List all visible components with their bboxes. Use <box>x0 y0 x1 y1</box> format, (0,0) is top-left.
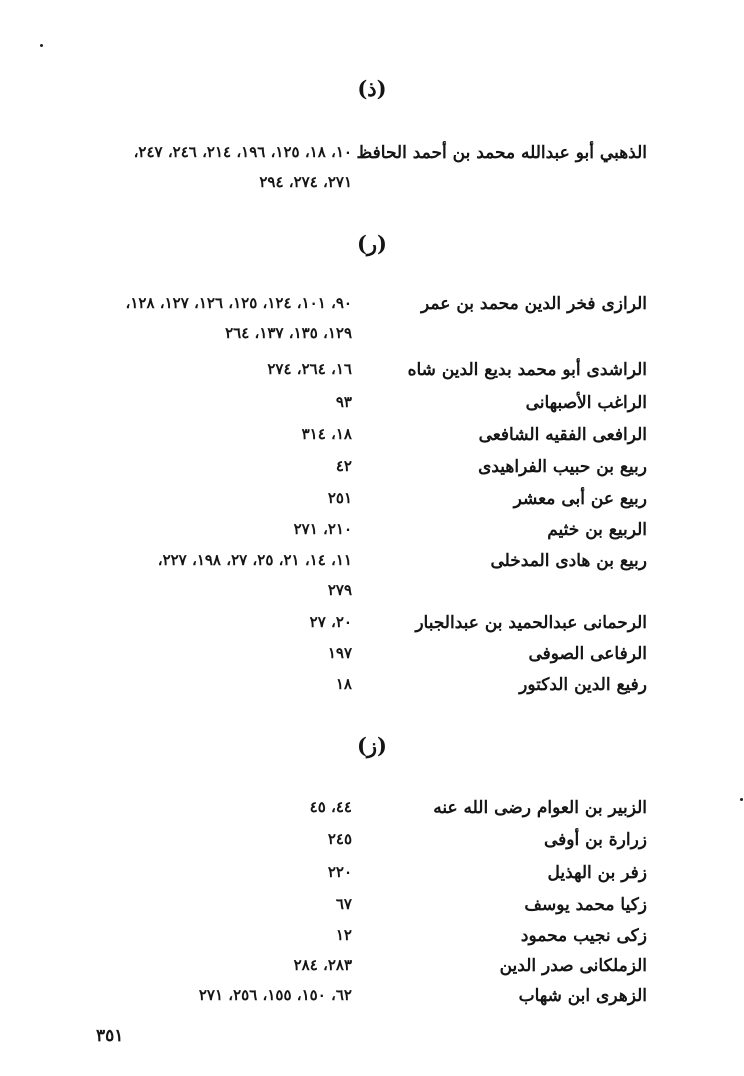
index-entry <box>0 986 744 1016</box>
index-entry <box>0 457 744 487</box>
entry-pages: ٢٨٣، ٢٨٤ <box>293 956 352 974</box>
entry-pages: ٦٧ <box>335 895 352 913</box>
entry-pages-continued: ١٢٩، ١٣٥، ١٣٧، ٢٦٤ <box>225 324 352 342</box>
entry-pages: ٢٥١ <box>327 489 352 507</box>
index-entry <box>0 926 744 956</box>
index-entry <box>0 143 744 191</box>
section-heading-zay: (ز) <box>356 733 387 758</box>
entry-name: الربيع بن خثيم <box>547 520 647 540</box>
entry-pages: ٤٤، ٤٥ <box>309 798 352 816</box>
entry-pages: ٢٤٥ <box>327 830 352 848</box>
index-entry <box>0 613 744 643</box>
scan-speck <box>740 798 743 801</box>
index-entry <box>0 520 744 550</box>
entry-pages: ١٨، ٣١٤ <box>301 425 352 443</box>
entry-pages: ١١، ١٤، ٢١، ٢٥، ٢٧، ١٩٨، ٢٢٧، <box>157 551 352 569</box>
entry-pages: ١٩٧ <box>327 644 352 662</box>
entry-name: ربيع بن هادى المدخلى <box>490 551 647 571</box>
entry-pages: ٩٠، ١٠١، ١٢٤، ١٢٥، ١٢٦، ١٢٧، ١٢٨، <box>125 294 352 312</box>
index-entry <box>0 393 744 423</box>
entry-pages: ٢٠، ٢٧ <box>309 613 352 631</box>
entry-name: الرحمانى عبدالحميد بن عبدالجبار <box>415 613 647 633</box>
entry-name: الزهرى ابن شهاب <box>518 986 647 1006</box>
entry-name: الزملكانى صدر الدين <box>499 956 647 976</box>
index-entry <box>0 489 744 519</box>
entry-name: الرفاعى الصوفى <box>528 644 647 664</box>
index-entry <box>0 895 744 925</box>
entry-pages-continued: ٢٧٩ <box>327 581 352 599</box>
index-entry <box>0 644 744 674</box>
scan-speck <box>40 44 43 47</box>
entry-name: زفر بن الهذيل <box>547 863 647 883</box>
section-heading-ra: (ر) <box>356 231 387 256</box>
entry-name: الراغب الأصبهانى <box>525 393 647 413</box>
entry-pages: ٢١٠، ٢٧١ <box>293 520 352 538</box>
entry-name: ربيع عن أبى معشر <box>513 489 647 509</box>
index-entry <box>0 425 744 455</box>
entry-pages: ١٦، ٢٦٤، ٢٧٤ <box>267 360 352 378</box>
entry-name: رفيع الدين الدكتور <box>519 675 647 695</box>
entry-name: الراشدى أبو محمد بديع الدين شاه <box>407 360 647 380</box>
index-entry <box>0 551 744 599</box>
index-entry <box>0 863 744 893</box>
entry-pages: ١٠، ١٨، ١٢٥، ١٩٦، ٢١٤، ٢٤٦، ٢٤٧، <box>133 143 352 161</box>
entry-pages: ٢٢٠ <box>327 863 352 881</box>
index-entry <box>0 956 744 986</box>
entry-name: زرارة بن أوفى <box>544 830 647 850</box>
entry-name: ربيع بن حبيب الفراهيدى <box>478 457 647 477</box>
entry-name: زكى نجيب محمود <box>520 926 647 946</box>
entry-pages: ٩٣ <box>335 393 352 411</box>
entry-name: زكيا محمد يوسف <box>524 895 647 915</box>
entry-pages: ٤٢ <box>335 457 352 475</box>
index-entry <box>0 798 744 828</box>
index-entry <box>0 360 744 390</box>
section-heading-dhal: (ذ) <box>357 76 387 101</box>
page-number: ٣٥١ <box>96 1026 124 1046</box>
entry-pages: ١٢ <box>335 926 352 944</box>
entry-pages: ١٨ <box>335 675 352 693</box>
entry-name: الزبير بن العوام رضى الله عنه <box>433 798 647 818</box>
entry-pages: ٦٢، ١٥٠، ١٥٥، ٢٥٦، ٢٧١ <box>198 986 352 1004</box>
entry-name: الرازى فخر الدين محمد بن عمر <box>421 294 647 314</box>
entry-pages-continued: ٢٧١، ٢٧٤، ٢٩٤ <box>259 173 352 191</box>
index-entry <box>0 294 744 342</box>
index-entry <box>0 675 744 705</box>
entry-name: الذهبي أبو عبدالله محمد بن أحمد الحافظ <box>356 143 647 163</box>
entry-name: الرافعى الفقيه الشافعى <box>478 425 647 445</box>
index-entry <box>0 830 744 860</box>
